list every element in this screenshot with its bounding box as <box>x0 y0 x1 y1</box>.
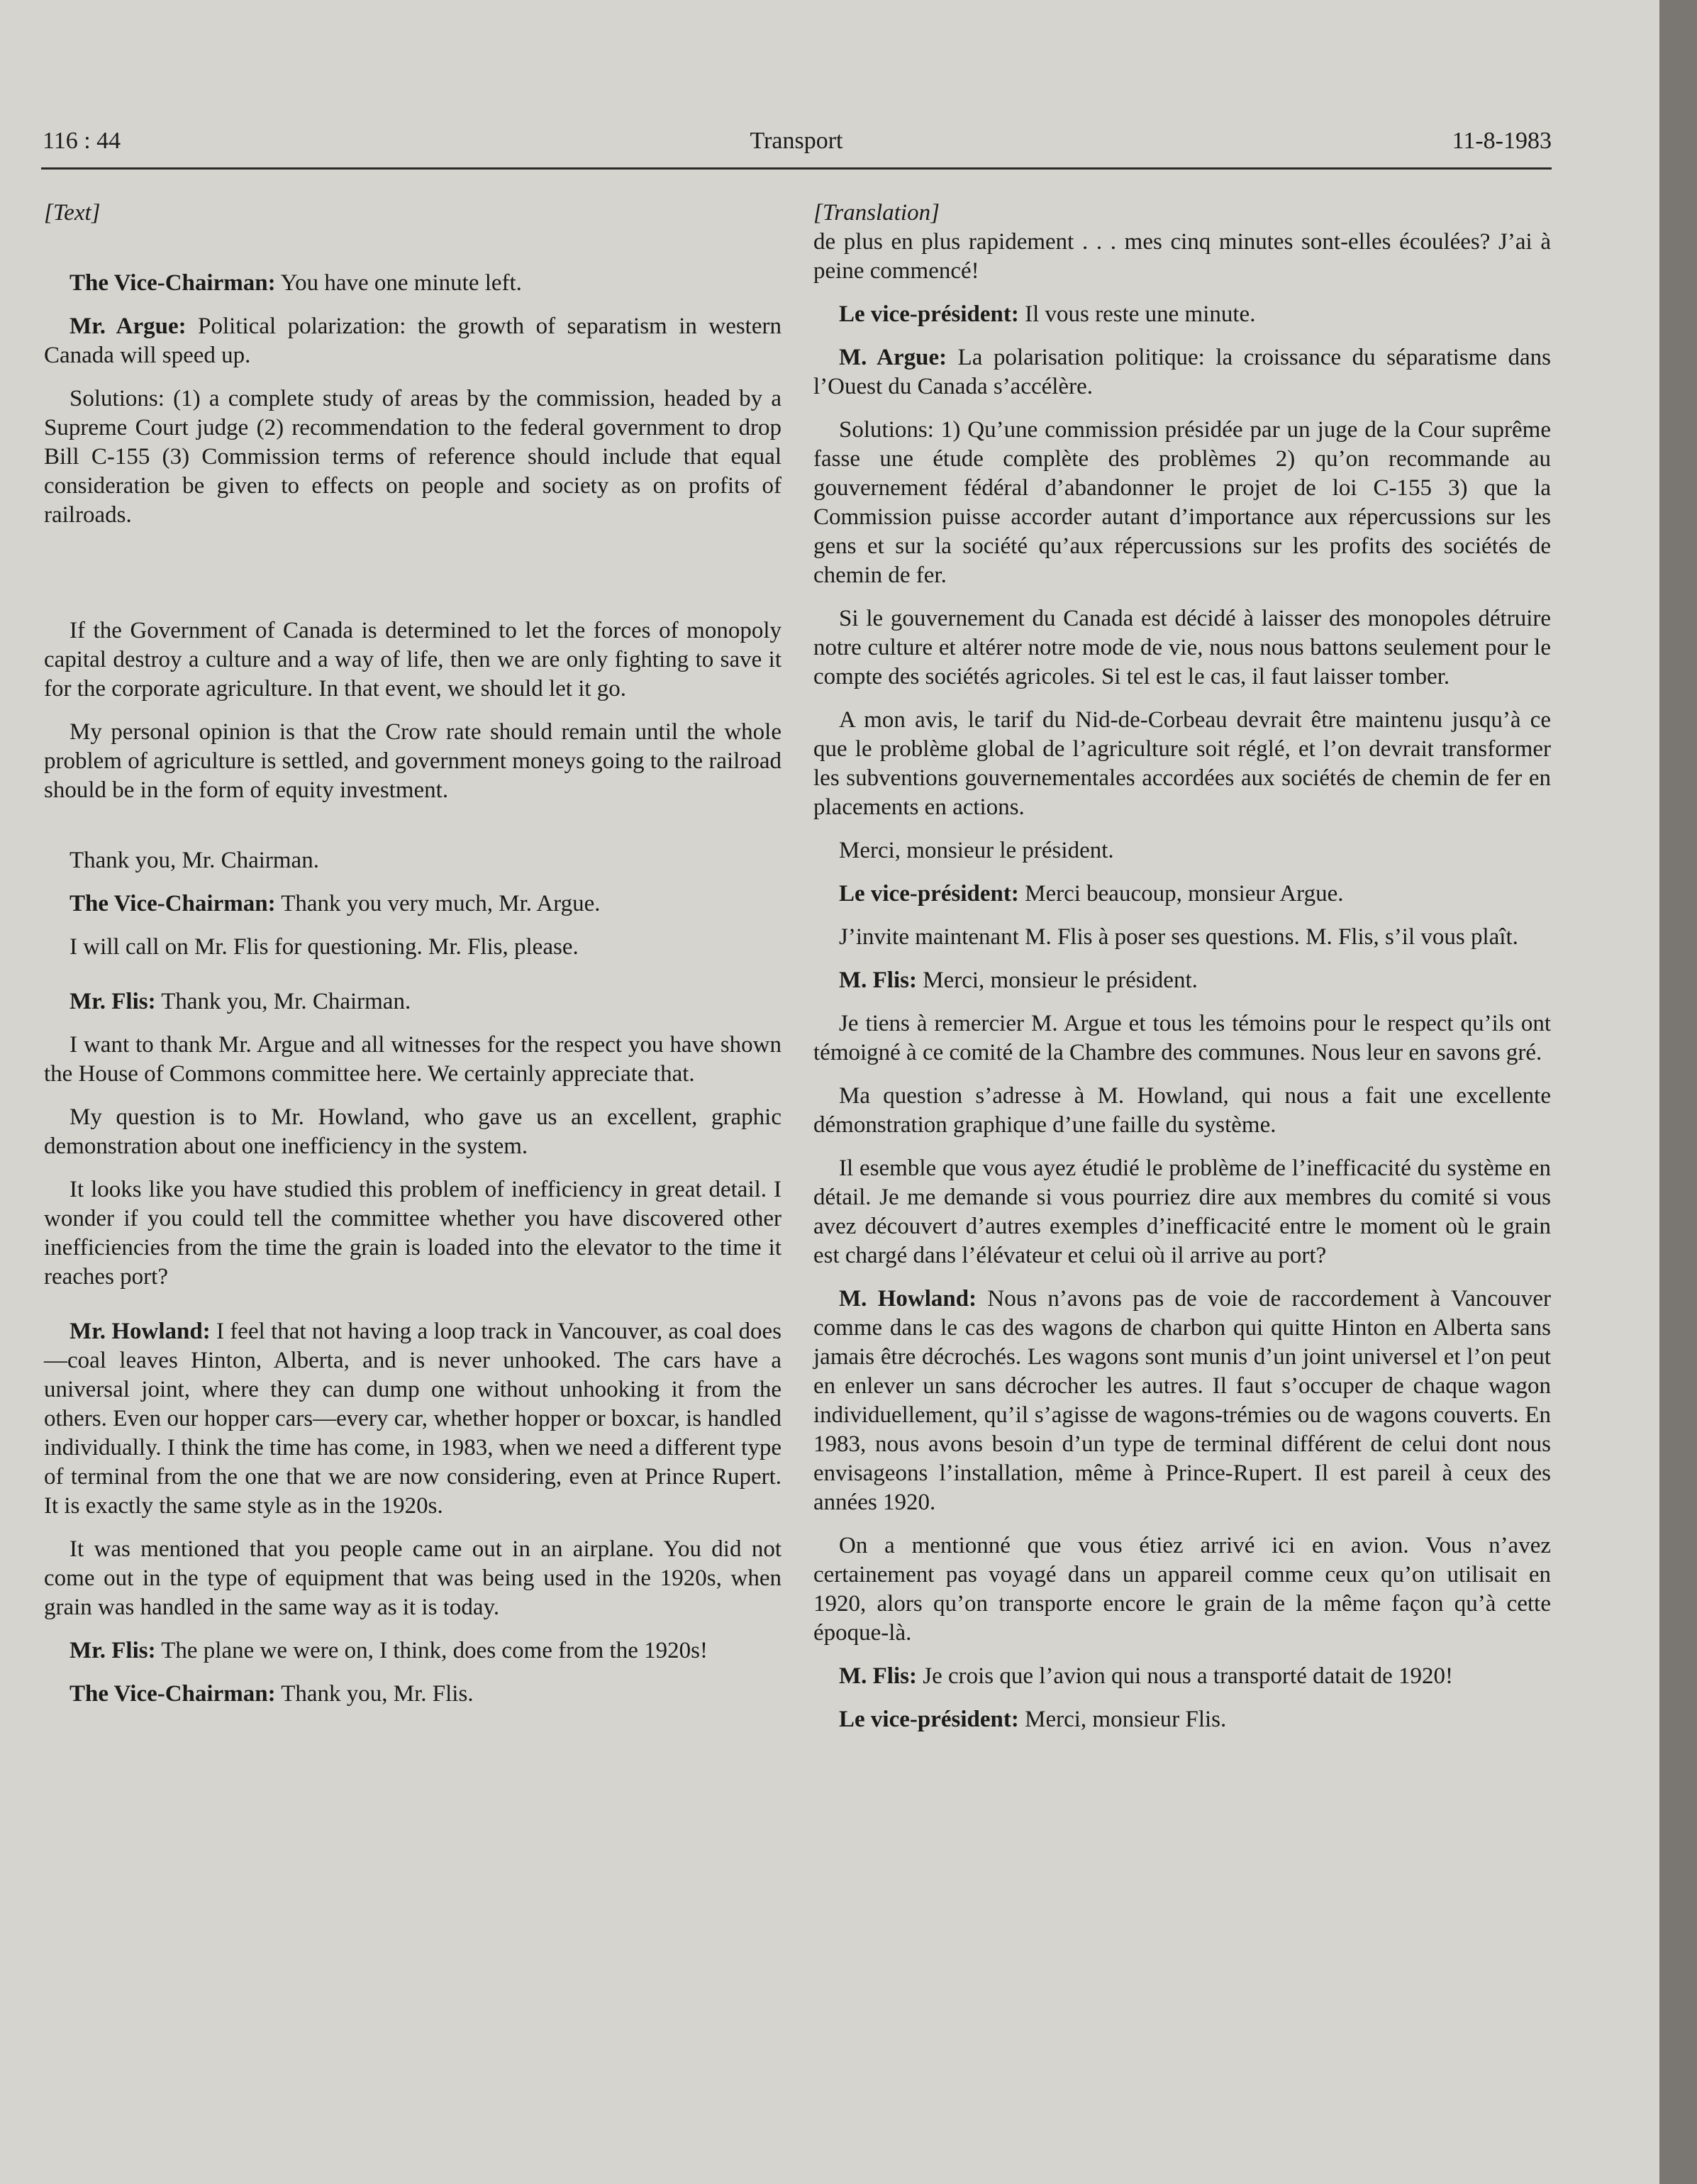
paragraph-text: Merci beaucoup, monsieur Argue. <box>1018 881 1344 907</box>
paragraph <box>44 1680 781 1709</box>
paragraph <box>813 966 1551 995</box>
paragraph <box>44 1175 781 1292</box>
paragraph <box>44 312 781 370</box>
paragraph-text: Nous n’avons pas de voie de raccordement à Vancouver comme dans le cas des wagons de charbon qui quitte Hinton en Alberta sans jamais être décrochés. Les wagons sont munis d’un joint universel et l’on peut en enlever un sans décrocher les autres. Il faut s’occuper de chaque wagon individuellement, qu’il s’agisse de wagons-trémies ou de wagons couverts. En 1983, nous avons besoin d’un type de terminal différent de celui dont nous envisageons l’installation, même à Prince-Rupert. Il est pareil à ceux des années 1920. <box>813 1286 1551 1515</box>
translation-marker: [Translation] <box>813 200 940 226</box>
speaker-name: The Vice-Chairman: <box>69 270 276 296</box>
paragraph-text: Solutions: 1) Qu’une commission présidée par un juge de la Cour suprême fasse une étude complète des problèmes 2) qu’on recommande au gouvernement fédéral d’abandonner le projet de loi C-155 3) que la Commission puisse accorder autant d’importance aux répercussions sur les gens et sur la société qu’aux répercussions sur les profits des sociétés de chemin de fer. <box>813 417 1551 588</box>
paragraph-text: Ma question s’adresse à M. Howland, qui nous a fait une excellente démonstration graphique d’une faille du système. <box>813 1083 1551 1138</box>
paragraph <box>44 616 781 704</box>
paragraph <box>813 880 1551 909</box>
page-number: 116 : 44 <box>43 128 121 154</box>
paragraph <box>813 416 1551 590</box>
paragraph <box>813 1009 1551 1068</box>
paragraph-text: It was mentioned that you people came out in an airplane. You did not come out in the type of equipment that was being used in the 1920s, when grain was handled in the same way as it is today. <box>44 1536 781 1620</box>
paragraph <box>44 1636 781 1665</box>
paragraph <box>44 846 781 875</box>
paragraph-text: My question is to Mr. Howland, who gave us an excellent, graphic demonstration about one inefficiency in the system. <box>44 1104 781 1159</box>
paragraph-text: Il vous reste une minute. <box>1018 301 1256 327</box>
paragraph <box>813 343 1551 401</box>
paragraph-text: La polarisation politique: la croissance du séparatisme dans l’Ouest du Canada s’accélère. <box>813 345 1551 399</box>
paragraph-text: Il esemble que vous ayez étudié le problème de l’inefficacité du système en détail. Je me demande si vous pourriez dire aux membres du comité si vous avez découvert d’autres exemples d’inefficacité entre le moment où le grain est chargé dans l’élévateur et celui où il arrive au port? <box>813 1155 1551 1268</box>
paragraph-text: J’invite maintenant M. Flis à poser ses questions. M. Flis, s’il vous plaît. <box>839 924 1518 950</box>
paragraph <box>813 923 1551 952</box>
speaker-name: Mr. Howland: <box>69 1319 211 1344</box>
paragraph <box>813 706 1551 822</box>
speaker-name: The Vice-Chairman: <box>69 891 276 916</box>
header-date: 11-8-1983 <box>1452 128 1552 154</box>
paragraph <box>44 269 781 298</box>
speaker-name: M. Argue: <box>839 345 947 370</box>
paragraph-text: Merci, monsieur Flis. <box>1018 1707 1227 1732</box>
paragraph-text: Je tiens à remercier M. Argue et tous les témoins pour le respect qu’ils ont témoigné à ce comité de la Chambre des communes. Nous leur en savons gré. <box>813 1011 1551 1065</box>
paragraph-text: I feel that not having a loop track in Vancouver, as coal does—coal leaves Hinton, Alberta, and is never unhooked. The cars have a universal joint, where they can dump one without unhooking it from the others. Even our hopper cars—every car, whether hopper or boxcar, is handled individually. I think the time has come, in 1983, when we need a different type of terminal from the one that we are now considering, even at Prince Rupert. It is exactly the same style as in the 1920s. <box>44 1319 781 1519</box>
paragraph <box>44 987 781 1016</box>
paragraph <box>44 1535 781 1622</box>
paragraph <box>44 384 781 530</box>
paragraph <box>44 1103 781 1161</box>
speaker-name: Le vice-président: <box>839 301 1019 327</box>
paragraph-text: Si le gouvernement du Canada est décidé à laisser des monopoles détruire notre culture et altérer notre mode de vie, nous nous battons seulement pour le compte des sociétés agricoles. Si tel est le cas, il faut laisser tomber. <box>813 606 1551 689</box>
paragraph <box>44 889 781 919</box>
paragraph-text: Merci, monsieur le président. <box>916 968 1198 993</box>
paragraph-text: A mon avis, le tarif du Nid-de-Corbeau devrait être maintenu jusqu’à ce que le problème global de l’agriculture soit réglé, et l’on devrait transformer les subventions gouvernementales accordées aux sociétés de chemin de fer en placements en actions. <box>813 707 1551 820</box>
paragraph-text: Je crois que l’avion qui nous a transporté datait de 1920! <box>916 1663 1454 1689</box>
paragraph-text: Merci, monsieur le président. <box>839 838 1114 863</box>
speaker-name: Mr. Flis: <box>69 1638 156 1663</box>
french-column <box>813 199 1551 1748</box>
paragraph-text: Thank you, Mr. Flis. <box>275 1681 474 1707</box>
paragraph <box>813 1705 1551 1734</box>
english-column <box>44 199 781 1723</box>
speaker-name: Mr. Flis: <box>69 989 156 1014</box>
paragraph <box>813 1662 1551 1691</box>
paragraph <box>813 604 1551 692</box>
paragraph <box>44 1031 781 1089</box>
speaker-name: The Vice-Chairman: <box>69 1681 276 1707</box>
paragraph-text: My personal opinion is that the Crow rate should remain until the whole problem of agriculture is settled, and government moneys going to the railroad should be in the form of equity investment. <box>44 719 781 803</box>
speaker-name: M. Flis: <box>839 968 917 993</box>
paragraph <box>813 228 1551 286</box>
paragraph-text: It looks like you have studied this problem of inefficiency in great detail. I wonder if you could tell the committee whether you have discovered other inefficiencies from the time the grain is loaded into the elevator to the time it reaches port? <box>44 1177 781 1290</box>
speaker-name: Le vice-président: <box>839 1707 1019 1732</box>
paragraph <box>813 1285 1551 1517</box>
page-header <box>41 125 1552 170</box>
text-marker: [Text] <box>44 200 101 226</box>
paragraph-text: The plane we were on, I think, does come from the 1920s! <box>155 1638 708 1663</box>
paragraph-text: I want to thank Mr. Argue and all witnesses for the respect you have shown the House of Commons committee here. We certainly appreciate that. <box>44 1032 781 1087</box>
paragraph-text: I will call on Mr. Flis for questioning. Mr. Flis, please. <box>69 934 579 960</box>
speaker-name: M. Flis: <box>839 1663 917 1689</box>
speaker-name: Le vice-président: <box>839 881 1019 907</box>
paragraph <box>813 836 1551 865</box>
paragraph-text: Political polarization: the growth of separatism in western Canada will speed up. <box>44 314 781 368</box>
running-title: Transport <box>750 128 843 154</box>
paragraph-text: Solutions: (1) a complete study of areas by the commission, headed by a Supreme Court judge (2) recommendation to the federal government to drop Bill C-155 (3) Commission terms of reference should include that equal consideration be given to effects on people and society as on profits of railroads. <box>44 386 781 528</box>
speaker-name: M. Howland: <box>839 1286 977 1312</box>
paragraph-text: Thank you, Mr. Chairman. <box>69 848 319 873</box>
paragraph-text: de plus en plus rapidement . . . mes cinq minutes sont-elles écoulées? J’ai à peine commencé! <box>813 229 1551 284</box>
paragraph-text: Thank you, Mr. Chairman. <box>155 989 411 1014</box>
paragraph <box>44 1317 781 1521</box>
paragraph <box>813 1082 1551 1140</box>
paragraph <box>44 933 781 962</box>
paragraph <box>813 300 1551 329</box>
paragraph <box>813 1154 1551 1270</box>
paragraph-text: You have one minute left. <box>275 270 522 296</box>
paragraph-text: Thank you very much, Mr. Argue. <box>275 891 601 916</box>
paragraph <box>44 718 781 805</box>
paragraph <box>813 1531 1551 1648</box>
speaker-name: Mr. Argue: <box>69 314 187 339</box>
paragraph-text: On a mentionné que vous étiez arrivé ici en avion. Vous n’avez certainement pas voyagé dans un appareil comme ceux qu’on utilisait en 1920, alors qu’on transporte encore le grain de la même façon qu’à cette époque-là. <box>813 1533 1551 1646</box>
paragraph-text: If the Government of Canada is determined to let the forces of monopoly capital destroy a culture and a way of life, then we are only fighting to save it for the corporate agriculture. In that event, we should let it go. <box>44 618 781 702</box>
